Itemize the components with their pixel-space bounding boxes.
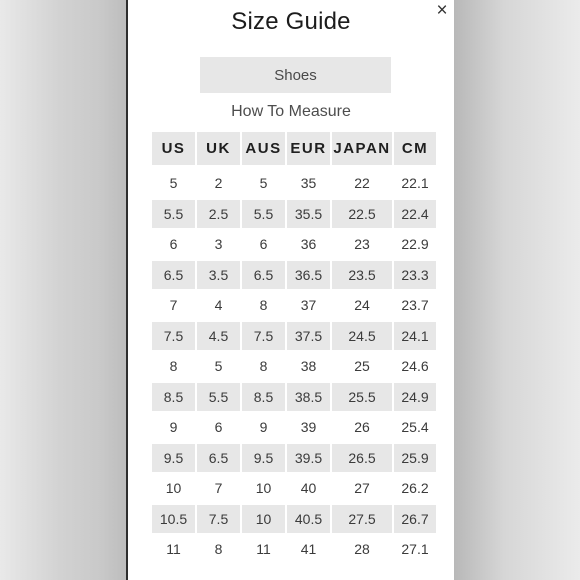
table-cell: 38: [300, 358, 317, 374]
table-cell: 9.5: [242, 444, 285, 472]
table-cell: 11: [256, 541, 271, 557]
close-icon[interactable]: ×: [436, 0, 448, 21]
table-cell: 25.5: [332, 383, 392, 411]
table-cell: 24.5: [332, 322, 392, 350]
table-cell: 26.5: [332, 444, 392, 472]
table-cell: 3.5: [197, 261, 240, 289]
table-cell: 6: [214, 419, 223, 435]
table-row: [152, 291, 440, 319]
table-cell: 40: [300, 480, 317, 496]
table-cell: 26.2: [401, 480, 429, 496]
table-cell: 35.5: [287, 200, 330, 228]
table-cell: 22.4: [394, 200, 436, 228]
table-cell: 23: [354, 236, 370, 252]
table-cell: 25.4: [401, 419, 429, 435]
table-cell: 2: [214, 175, 223, 191]
tab-shoes[interactable]: Shoes: [200, 57, 391, 93]
table-cell: 7.5: [152, 322, 195, 350]
header-aus: AUS: [242, 132, 285, 165]
table-cell: 22.5: [332, 200, 392, 228]
table-cell: 25.9: [394, 444, 436, 472]
table-cell: 8: [259, 297, 268, 313]
table-row: [152, 352, 440, 380]
size-guide-modal: [126, 0, 454, 580]
table-row: [152, 169, 440, 197]
table-row: [152, 230, 440, 258]
table-cell: 37.5: [287, 322, 330, 350]
table-cell: 8.5: [152, 383, 195, 411]
table-cell: 22.1: [401, 175, 429, 191]
table-cell: 7: [214, 480, 223, 496]
table-cell: 11: [166, 541, 181, 557]
table-cell: 23.5: [332, 261, 392, 289]
table-cell: 9: [169, 419, 178, 435]
table-cell: 6: [259, 236, 268, 252]
table-row: [152, 200, 440, 228]
table-row: [152, 261, 440, 289]
table-cell: 36.5: [287, 261, 330, 289]
table-cell: 5.5: [197, 383, 240, 411]
table-row: [152, 444, 440, 472]
header-japan: JAPAN: [332, 132, 392, 165]
table-cell: 7.5: [242, 322, 285, 350]
table-row: [152, 383, 440, 411]
table-cell: 5: [169, 175, 178, 191]
table-cell: 4.5: [197, 322, 240, 350]
table-cell: 8.5: [242, 383, 285, 411]
table-cell: 27: [354, 480, 370, 496]
table-cell: 10.5: [152, 505, 195, 533]
header-cm: CM: [394, 132, 436, 165]
table-cell: 5: [259, 175, 268, 191]
table-cell: 36: [300, 236, 317, 252]
size-table: [152, 132, 440, 566]
table-row: [152, 505, 440, 533]
table-cell: 2.5: [197, 200, 240, 228]
table-cell: 6.5: [197, 444, 240, 472]
header-uk: UK: [197, 132, 240, 165]
table-cell: 22: [354, 175, 370, 191]
table-body: [152, 169, 440, 563]
table-row: [152, 322, 440, 350]
table-cell: 26: [354, 419, 370, 435]
table-cell: 37: [300, 297, 317, 313]
table-cell: 25: [354, 358, 370, 374]
header-eur: EUR: [287, 132, 330, 165]
header-us: US: [152, 132, 195, 165]
table-cell: 6: [169, 236, 178, 252]
table-row: [152, 474, 440, 502]
table-header-row: [152, 132, 440, 165]
table-cell: 6.5: [152, 261, 195, 289]
table-cell: 24.6: [401, 358, 429, 374]
modal-title: Size Guide: [231, 8, 351, 35]
table-cell: 28: [354, 541, 370, 557]
table-cell: 4: [214, 297, 223, 313]
table-cell: 5: [214, 358, 223, 374]
table-cell: 38.5: [287, 383, 330, 411]
table-cell: 9.5: [152, 444, 195, 472]
background-shade: [454, 0, 580, 580]
table-cell: 26.7: [394, 505, 436, 533]
table-cell: 39: [300, 419, 317, 435]
table-cell: 23.7: [401, 297, 429, 313]
table-cell: 5.5: [152, 200, 195, 228]
table-cell: 27.5: [332, 505, 392, 533]
table-cell: 41: [300, 541, 317, 557]
table-cell: 24.1: [394, 322, 436, 350]
table-cell: 8: [214, 541, 223, 557]
table-row: [152, 535, 440, 563]
table-cell: 3: [214, 236, 223, 252]
table-cell: 39.5: [287, 444, 330, 472]
table-cell: 40.5: [287, 505, 330, 533]
table-cell: 7.5: [197, 505, 240, 533]
table-row: [152, 413, 440, 441]
table-cell: 24: [354, 297, 370, 313]
table-cell: 10: [165, 480, 182, 496]
table-cell: 24.9: [394, 383, 436, 411]
table-cell: 22.9: [401, 236, 429, 252]
table-cell: 5.5: [242, 200, 285, 228]
table-cell: 8: [259, 358, 268, 374]
table-cell: 9: [259, 419, 268, 435]
how-to-measure-link[interactable]: How To Measure: [231, 103, 351, 120]
table-cell: 7: [169, 297, 178, 313]
table-cell: 35: [300, 175, 317, 191]
table-cell: 23.3: [394, 261, 436, 289]
table-cell: 10: [242, 505, 285, 533]
table-cell: 8: [169, 358, 178, 374]
table-cell: 6.5: [242, 261, 285, 289]
table-cell: 27.1: [401, 541, 429, 557]
table-cell: 10: [255, 480, 272, 496]
